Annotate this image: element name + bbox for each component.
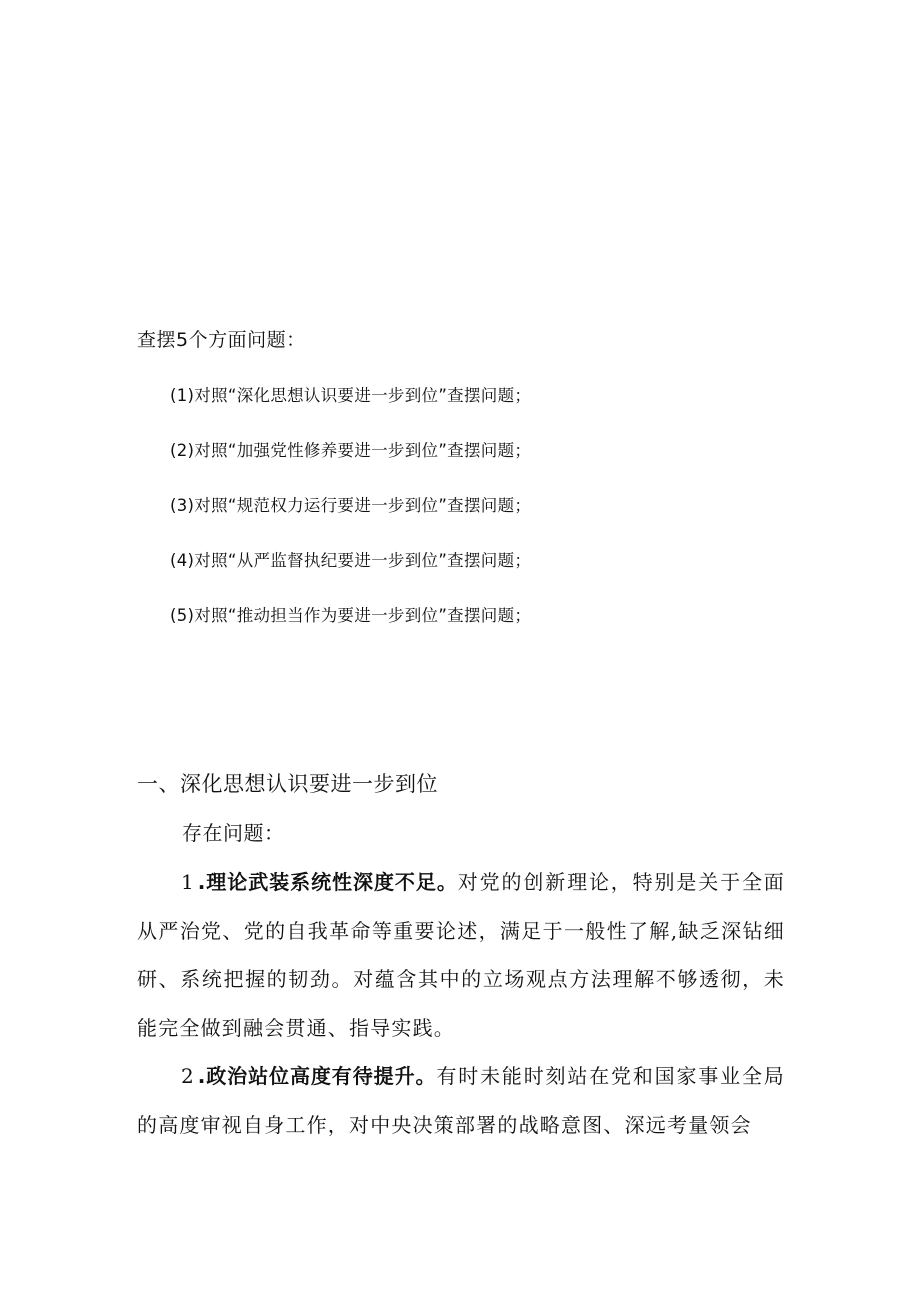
- check-list: [170, 382, 531, 657]
- check-item: (3)对照“规范权力运行要进一步到位”查摆问题；: [170, 496, 532, 515]
- intro-heading: 查摆5个方面问题：: [137, 329, 306, 351]
- issue-paragraph-1: [137, 858, 785, 1052]
- issue-number: 1: [181, 870, 194, 894]
- check-item: (2)对照“加强党性修养要进一步到位”查摆问题；: [170, 441, 532, 460]
- issue-number: 2: [181, 1064, 194, 1088]
- issues-label: 存在问题：: [182, 821, 285, 845]
- issue-text: 有时未能时刻站在党和国家事业全局的高度审视自身工作，对中央决策部署的战略意图、深远考量领会: [137, 1064, 786, 1137]
- issue-paragraph-2: [137, 1052, 785, 1149]
- issue-text: 对党的创新理论，特别是关于全面从严治党、党的自我革命等重要论述，满足于一般性了解,缺乏深钻细研、系统把握的韧劲。对蕴含其中的立场观点方法理解不够透彻，未能完全做到融会贯通、指导实践。: [137, 870, 786, 1040]
- issue-title: .政治站位高度有待提升。: [197, 1064, 437, 1088]
- issue-title: .理论武装系统性深度不足。: [197, 870, 458, 894]
- check-item: (5)对照“推动担当作为要进一步到位”查摆问题；: [170, 606, 532, 625]
- check-item: (4)对照“从严监督执纪要进一步到位”查摆问题；: [170, 551, 532, 570]
- check-item: (1)对照“深化思想认识要进一步到位”查摆问题；: [170, 386, 532, 405]
- section-heading: 一、深化思想认识要进一步到位: [137, 772, 438, 796]
